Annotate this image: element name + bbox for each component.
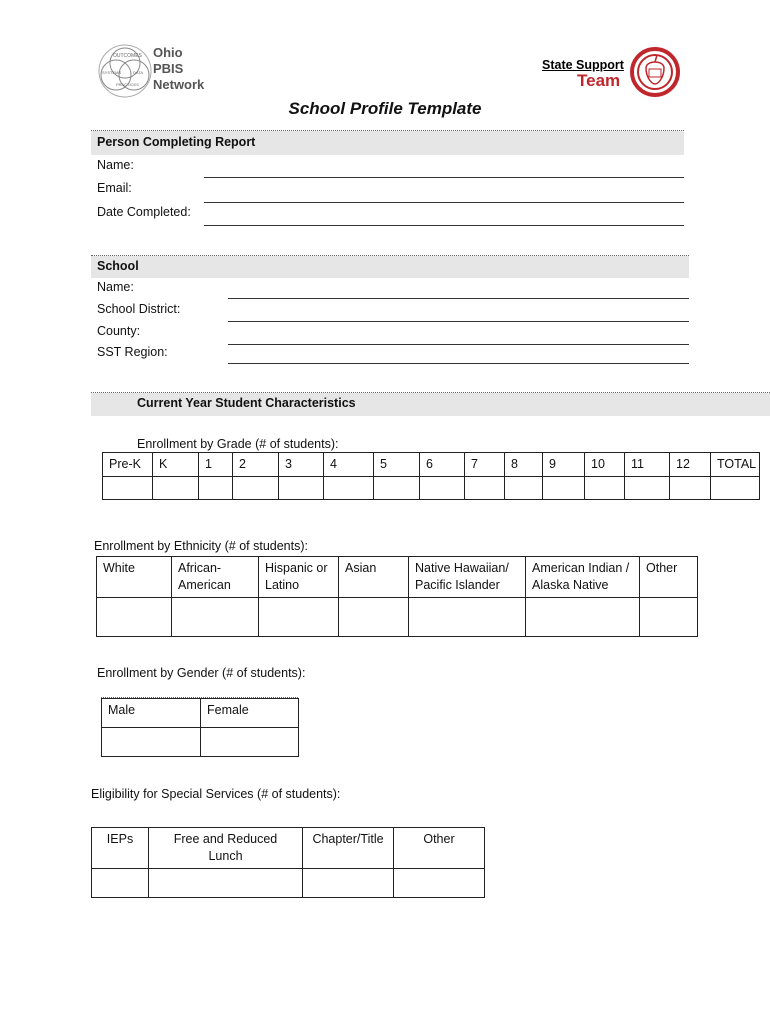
grade-input-9[interactable] bbox=[543, 477, 585, 500]
venn-label-practices: PRACTICES bbox=[116, 82, 139, 87]
grade-header-7: 7 bbox=[465, 453, 505, 477]
grade-header-4: 4 bbox=[324, 453, 374, 477]
page-title: School Profile Template bbox=[288, 99, 482, 118]
apple-icon bbox=[628, 44, 680, 98]
grade-input-8[interactable] bbox=[505, 477, 543, 500]
grade-header-10: 10 bbox=[585, 453, 625, 477]
services-header-other: Other bbox=[394, 828, 485, 869]
grade-input-1[interactable] bbox=[199, 477, 233, 500]
grade-input-10[interactable] bbox=[585, 477, 625, 500]
pbis-logo-line2: PBIS bbox=[153, 61, 184, 76]
services-header-free-reduced-lunch: Free and Reduced Lunch bbox=[149, 828, 303, 869]
ethnicity-header-other: Other bbox=[640, 557, 698, 598]
grade-header-12: 12 bbox=[670, 453, 711, 477]
pbis-logo-line1: Ohio bbox=[153, 45, 183, 60]
ohio-pbis-logo bbox=[97, 44, 207, 98]
grade-input-total[interactable] bbox=[711, 477, 760, 500]
services-eligibility-label: Eligibility for Special Services (# of students): bbox=[91, 787, 341, 801]
ethnicity-input-other[interactable] bbox=[640, 598, 698, 637]
grade-input-4[interactable] bbox=[324, 477, 374, 500]
gender-header-female: Female bbox=[201, 699, 299, 728]
services-input-chapter-title[interactable] bbox=[303, 869, 394, 898]
services-input-ieps[interactable] bbox=[92, 869, 149, 898]
ethnicity-header-asian: Asian bbox=[339, 557, 409, 598]
sst-logo-line2: Team bbox=[577, 71, 621, 90]
school-district-field[interactable] bbox=[228, 321, 689, 322]
student-section-heading: Current Year Student Characteristics bbox=[137, 396, 356, 410]
grade-header-total: TOTAL bbox=[711, 453, 760, 477]
gender-enrollment-label: Enrollment by Gender (# of students): bbox=[97, 666, 306, 680]
person-email-label: Email: bbox=[97, 181, 132, 195]
school-sst-region-label: SST Region: bbox=[97, 345, 168, 359]
person-section-header bbox=[91, 131, 684, 155]
venn-label-systems: SYSTEMS bbox=[102, 70, 122, 75]
school-county-label: County: bbox=[97, 324, 141, 338]
school-district-label: School District: bbox=[97, 302, 181, 316]
gender-input-female[interactable] bbox=[201, 728, 299, 757]
person-date-field[interactable] bbox=[204, 225, 684, 226]
grade-header-8: 8 bbox=[505, 453, 543, 477]
grade-input-k[interactable] bbox=[153, 477, 199, 500]
grade-header-5: 5 bbox=[374, 453, 420, 477]
grade-input-11[interactable] bbox=[625, 477, 670, 500]
grade-header-11: 11 bbox=[625, 453, 670, 477]
grade-input-12[interactable] bbox=[670, 477, 711, 500]
person-section-heading: Person Completing Report bbox=[97, 135, 256, 149]
person-name-field[interactable] bbox=[204, 177, 684, 178]
grade-input-3[interactable] bbox=[279, 477, 324, 500]
grade-enrollment-label: Enrollment by Grade (# of students): bbox=[137, 437, 339, 451]
services-header-ieps: IEPs bbox=[92, 828, 149, 869]
grade-header-pre-k: Pre-K bbox=[103, 453, 153, 477]
gender-input-male[interactable] bbox=[102, 728, 201, 757]
grade-input-7[interactable] bbox=[465, 477, 505, 500]
school-section-header bbox=[91, 256, 689, 278]
ethnicity-enrollment-label: Enrollment by Ethnicity (# of students): bbox=[94, 539, 308, 553]
school-county-field[interactable] bbox=[228, 344, 689, 345]
ethnicity-header-native-hawaiian: Native Hawaiian/ Pacific Islander bbox=[409, 557, 526, 598]
school-name-field[interactable] bbox=[228, 298, 689, 299]
grade-input-6[interactable] bbox=[420, 477, 465, 500]
ethnicity-input-white[interactable] bbox=[97, 598, 172, 637]
grade-input-5[interactable] bbox=[374, 477, 420, 500]
grade-header-3: 3 bbox=[279, 453, 324, 477]
grade-input-2[interactable] bbox=[233, 477, 279, 500]
ethnicity-input-hispanic-latino[interactable] bbox=[259, 598, 339, 637]
state-support-team-logo bbox=[540, 44, 682, 100]
ethnicity-input-native-hawaiian[interactable] bbox=[409, 598, 526, 637]
grade-header-2: 2 bbox=[233, 453, 279, 477]
ethnicity-header-white: White bbox=[97, 557, 172, 598]
student-section-header bbox=[91, 393, 770, 416]
person-name-label: Name: bbox=[97, 158, 134, 172]
services-header-chapter-title: Chapter/Title bbox=[303, 828, 394, 869]
ethnicity-input-african-american[interactable] bbox=[172, 598, 259, 637]
services-eligibility-table bbox=[91, 827, 485, 898]
services-input-free-reduced-lunch[interactable] bbox=[149, 869, 303, 898]
services-input-other[interactable] bbox=[394, 869, 485, 898]
school-sst-region-field[interactable] bbox=[228, 363, 689, 364]
school-name-label: Name: bbox=[97, 280, 134, 294]
ethnicity-header-hispanic-latino: Hispanic or Latino bbox=[259, 557, 339, 598]
grade-header-9: 9 bbox=[543, 453, 585, 477]
sst-logo-line1: State Support bbox=[542, 58, 624, 72]
venn-label-outcomes: OUTCOMES bbox=[113, 53, 142, 59]
pbis-logo-line3: Network bbox=[153, 77, 205, 92]
ethnicity-input-asian[interactable] bbox=[339, 598, 409, 637]
ethnicity-enrollment-table bbox=[96, 556, 698, 637]
grade-header-1: 1 bbox=[199, 453, 233, 477]
school-section-heading: School bbox=[97, 259, 139, 273]
grade-enrollment-table bbox=[102, 452, 760, 500]
grade-header-6: 6 bbox=[420, 453, 465, 477]
person-email-field[interactable] bbox=[204, 202, 684, 203]
grade-header-k: K bbox=[153, 453, 199, 477]
ethnicity-header-african-american: African- American bbox=[172, 557, 259, 598]
venn-label-data: DATA bbox=[133, 70, 144, 75]
grade-input-pre-k[interactable] bbox=[103, 477, 153, 500]
person-date-label: Date Completed: bbox=[97, 205, 191, 219]
gender-enrollment-table bbox=[101, 698, 299, 757]
ethnicity-header-american-indian: American Indian / Alaska Native bbox=[526, 557, 640, 598]
gender-header-male: Male bbox=[102, 699, 201, 728]
ethnicity-input-american-indian[interactable] bbox=[526, 598, 640, 637]
